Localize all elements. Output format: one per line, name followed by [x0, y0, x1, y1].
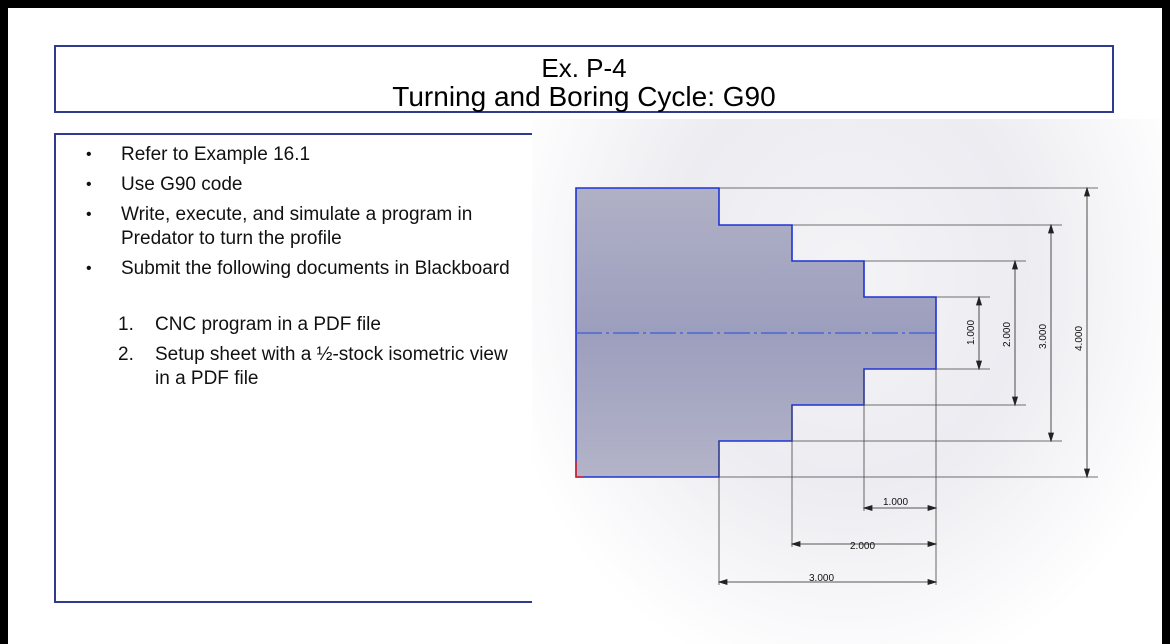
bullet-text: Refer to Example 16.1	[121, 144, 311, 165]
title-box	[54, 45, 1114, 113]
slide	[8, 8, 1162, 644]
bullet-text: Submit the following documents in Blackboard	[121, 258, 510, 279]
length-dim-2: 2.000	[850, 541, 876, 552]
bullet-text: Use G90 code	[121, 174, 243, 195]
item-number: 2.	[118, 344, 134, 365]
bullet-item	[56, 257, 516, 281]
item-text: CNC program in a PDF file	[155, 314, 381, 335]
item-number: 1.	[118, 314, 134, 335]
bullet-text: Write, execute, and simulate a program in Predator to turn the profile	[121, 204, 473, 249]
length-dim-1: 1.000	[883, 497, 909, 508]
diameter-dim-3: 3.000	[1038, 323, 1049, 349]
numbered-list	[56, 313, 516, 397]
bullet-item	[56, 203, 516, 251]
diameter-dimensions	[977, 188, 1090, 477]
engineering-drawing-panel	[532, 119, 1162, 644]
profile-drawing	[532, 119, 1162, 644]
slide-title-line2: Turning and Boring Cycle: G90	[392, 81, 776, 112]
diameter-dim-2: 2.000	[1002, 321, 1013, 347]
bullet-item	[56, 143, 516, 167]
diameter-dim-1: 1.000	[966, 319, 977, 345]
numbered-item	[56, 313, 516, 337]
bullet-list	[56, 143, 516, 287]
diameter-dim-4: 4.000	[1074, 325, 1085, 351]
item-text: Setup sheet with a ½-stock isometric view in a PDF file	[155, 344, 508, 389]
bullet-marker: •	[86, 260, 92, 277]
bullet-marker: •	[86, 206, 92, 223]
bullet-marker: •	[86, 176, 92, 193]
numbered-item	[56, 343, 516, 391]
slide-title-line1: Ex. P-4	[541, 53, 627, 83]
bullet-marker: •	[86, 146, 92, 163]
bullet-item	[56, 173, 516, 197]
content-box	[54, 133, 532, 603]
length-dim-3: 3.000	[809, 573, 835, 584]
